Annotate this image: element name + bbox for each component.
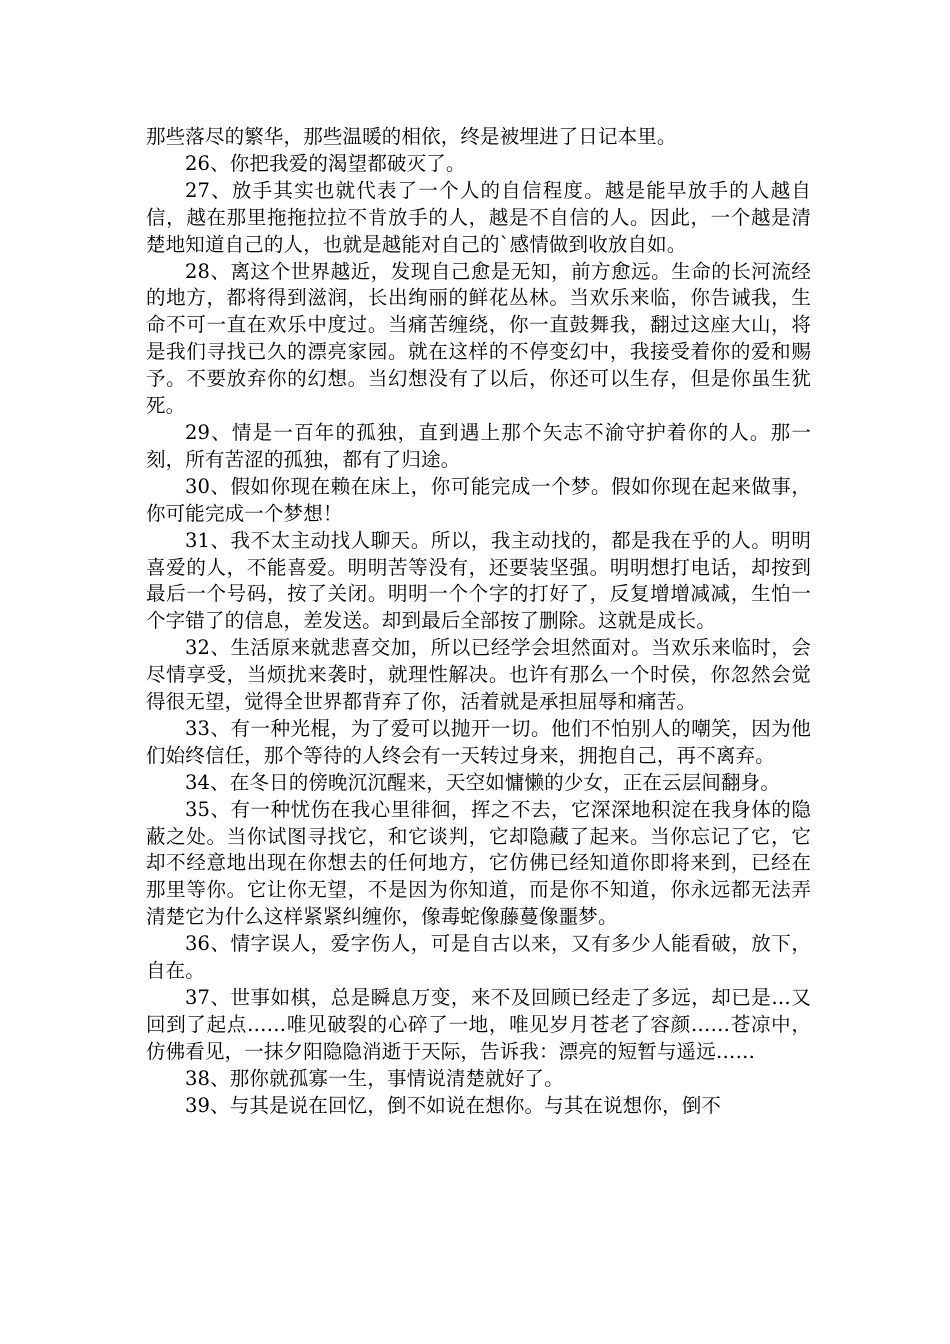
paragraph-continuation: 那些落尽的繁华，那些温暖的相依，终是被埋进了日记本里。 — [146, 125, 677, 148]
paragraph-36: 36、情字误人，爱字伤人，可是自古以来，又有多少人能看破，放下，自在。 — [146, 932, 811, 983]
paragraph-37: 37、世事如棋，总是瞬息万变，来不及回顾已经走了多远，却已是…又回到了起点……唯见破裂的心碎了一地，唯见岁月苍老了容颜……苍凉中，仿佛看见，一抹夕阳隐隐消逝于天际，告诉我：漂亮的短暂与遥远…… — [146, 986, 811, 1063]
paragraph-28: 28、离这个世界越近，发现自己愈是无知，前方愈远。生命的长河流经的地方，都将得到滋润，长出绚丽的鲜花丛林。当欢乐来临，你告诫我，生命不可一直在欢乐中度过。当痛苦缠绕，你一直鼓舞我，翻过这座大山，将是我们寻找已久的漂亮家园。就在这样的不停变幻中，我接受着你的爱和赐予。不要放弃你的幻想。当幻想没有了以后，你还可以生存，但是你虽生犹死。 — [146, 259, 811, 418]
paragraph-33: 33、有一种光棍，为了爱可以抛开一切。他们不怕别人的嘲笑，因为他们始终信任，那个等待的人终会有一天转过身来，拥抱自己，再不离弃。 — [146, 716, 811, 767]
paragraph-26: 26、你把我爱的渴望都破灭了。 — [185, 151, 466, 175]
paragraph-34: 34、在冬日的傍晚沉沉醒来，天空如慵懒的少女，正在云层间翻身。 — [185, 770, 780, 794]
paragraph-35: 35、有一种忧伤在我心里徘徊，挥之不去，它深深地积淀在我身体的隐蔽之处。当你试图寻找它，和它谈判，它却隐藏了起来。当你忘记了它，它却不经意地出现在你想去的任何地方，它仿佛已经知道你即将来到，已经在那里等你。它让你无望，不是因为你知道，而是你不知道，你永远都无法弄清楚它为什么这样紧紧纠缠你，像毒蛇像藤蔓像噩梦。 — [146, 797, 811, 929]
paragraph-38: 38、那你就孤寡一生，事情说清楚就好了。 — [185, 1066, 564, 1090]
paragraph-29: 29、情是一百年的孤独，直到遇上那个矢志不渝守护着你的人。那一刻，所有苦涩的孤独，都有了归途。 — [146, 420, 811, 471]
paragraph-27: 27、放手其实也就代表了一个人的自信程度。越是能早放手的人越自信，越在那里拖拖拉拉不肯放手的人，越是不自信的人。因此，一个越是清楚地知道自己的人，也就是越能对自己的`感情做到收放自如。 — [146, 178, 811, 256]
paragraph-39: 39、与其是说在回忆，倒不如说在想你。与其在说想你，倒不 — [185, 1093, 722, 1117]
paragraph-30: 30、假如你现在赖在床上，你可能完成一个梦。假如你现在起来做事，你可能完成一个梦想！ — [146, 474, 811, 525]
document-page — [146, 124, 811, 1120]
paragraph-32: 32、生活原来就悲喜交加，所以已经学会坦然面对。当欢乐来临时，会尽情享受，当烦扰来袭时，就理性解决。也许有那么一个时侯，你忽然会觉得很无望，觉得全世界都背弃了你，活着就是承担屈辱和痛苦。 — [146, 636, 811, 714]
paragraph-31: 31、我不太主动找人聊天。所以，我主动找的，都是我在乎的人。明明喜爱的人，不能喜爱。明明苦等没有，还要装坚强。明明想打电话，却按到最后一个号码，按了关闭。明明一个个字的打好了，反复增增减减，生怕一个字错了的信息，差发送。却到最后全部按了删除。这就是成长。 — [146, 528, 811, 633]
